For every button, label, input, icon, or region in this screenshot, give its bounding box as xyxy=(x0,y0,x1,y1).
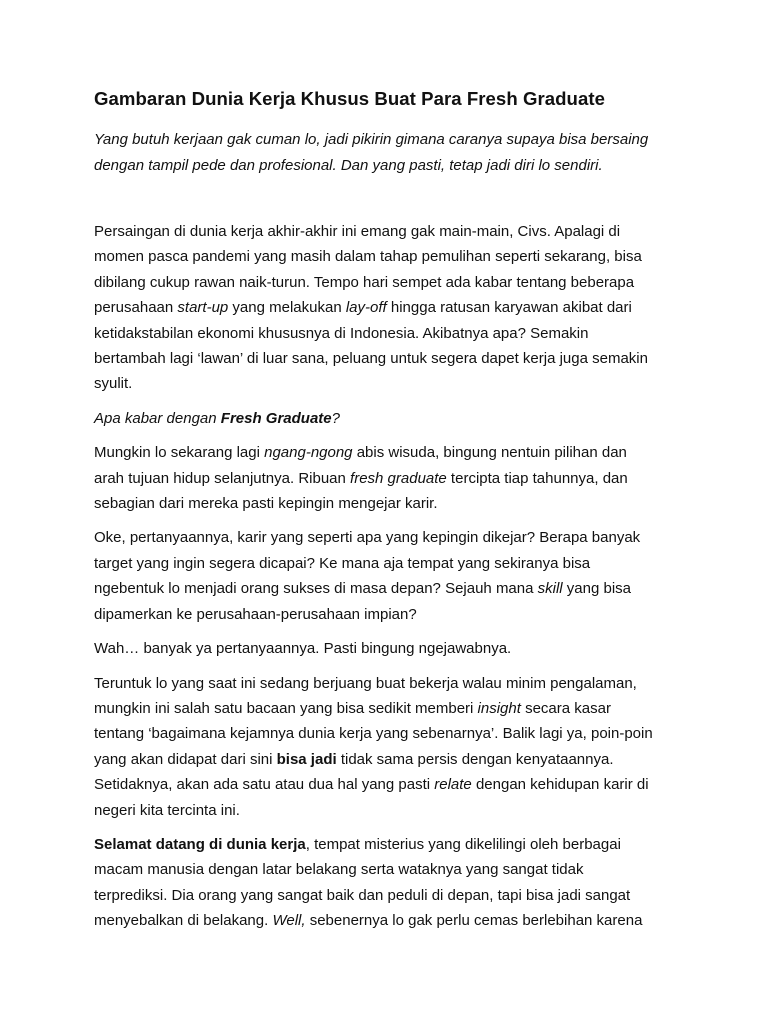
italic-term: Well, xyxy=(272,912,306,930)
italic-term: skill xyxy=(537,580,563,598)
text-span: secara kasar xyxy=(520,699,611,717)
text-span: tidak sama persis dengan kenyataannya. xyxy=(336,750,614,768)
paragraph-3 xyxy=(94,440,674,516)
text-span: yang akan didapat dari sini xyxy=(94,750,277,768)
text-span: perusahaan xyxy=(94,299,178,317)
text-line: macam manusia dengan latar belakang serta wataknya yang sangat tidak xyxy=(94,861,584,879)
text-span: yang bisa xyxy=(562,580,632,598)
text-span: ? xyxy=(331,409,340,427)
text-span: , tempat misterius yang dikelilingi oleh berbagai xyxy=(305,835,621,853)
text-line xyxy=(94,576,674,601)
text-line: Wah… banyak ya pertanyaannya. Pasti bingung ngejawabnya. xyxy=(94,640,512,658)
text-span: ngebentuk lo menjadi orang sukses di masa depan? Sejauh mana xyxy=(94,580,538,598)
bold-term: Fresh Graduate xyxy=(220,409,332,427)
paragraph-5 xyxy=(94,636,674,661)
text-line xyxy=(94,440,674,465)
document-title: Gambaran Dunia Kerja Khusus Buat Para Fresh Graduate xyxy=(94,88,605,109)
text-line xyxy=(94,832,674,857)
subtitle-line: Yang butuh kerjaan gak cuman lo, jadi pikirin gimana caranya supaya bisa bersaing xyxy=(94,131,649,148)
text-span: mungkin ini salah satu bacaan yang bisa sedikit memberi xyxy=(94,699,478,717)
text-line: sebagian dari mereka pasti kepingin mengejar karir. xyxy=(94,495,438,513)
text-line xyxy=(94,696,674,721)
text-line: Teruntuk lo yang saat ini sedang berjuang buat bekerja walau minim pengalaman, xyxy=(94,674,637,692)
text-line xyxy=(94,747,674,772)
text-span: Mungkin lo sekarang lagi xyxy=(94,444,265,462)
bold-term: Selamat datang di dunia kerja xyxy=(94,835,306,853)
text-line: momen pasca pandemi yang masih dalam tahap pemulihan seperti sekarang, bisa xyxy=(94,248,642,266)
text-line: bertambah lagi ‘lawan’ di luar sana, peluang untuk segera dapet kerja juga semakin xyxy=(94,350,648,368)
subtitle-line: dengan tampil pede dan profesional. Dan yang pasti, tetap jadi diri lo sendiri. xyxy=(94,156,603,174)
italic-term: relate xyxy=(434,776,472,794)
document-subtitle xyxy=(94,127,674,178)
paragraph-7 xyxy=(94,832,674,934)
text-span: tercipta tiap tahunnya, dan xyxy=(446,469,628,487)
italic-question xyxy=(94,410,340,427)
italic-term: fresh graduate xyxy=(350,469,447,487)
italic-term: ngang-ngong xyxy=(264,444,353,462)
text-line: tentang ‘bagaimana kejamnya dunia kerja yang sebenarnya’. Balik lagi ya, poin-poin xyxy=(94,725,653,743)
paragraph-6 xyxy=(94,671,674,823)
text-line: target yang ingin segera dicapai? Ke mana aja tempat yang sekiranya bisa xyxy=(94,554,591,572)
document-page xyxy=(94,86,674,943)
text-line xyxy=(94,295,674,320)
text-line: dipamerkan ke perusahaan-perusahaan impian? xyxy=(94,605,417,623)
text-span: Apa kabar dengan xyxy=(94,409,221,427)
text-line: Persaingan di dunia kerja akhir-akhir ini emang gak main-main, Civs. Apalagi di xyxy=(94,223,621,240)
text-span: sebenernya lo gak perlu cemas berlebihan karena xyxy=(305,912,643,930)
text-line: ketidakstabilan ekonomi khususnya di Indonesia. Akibatnya apa? Semakin xyxy=(94,324,589,342)
text-span: Setidaknya, akan ada satu atau dua hal yang pasti xyxy=(94,776,435,794)
text-line xyxy=(94,908,674,933)
paragraph-1 xyxy=(94,219,674,397)
text-line: terprediksi. Dia orang yang sangat baik dan peduli di depan, tapi bisa jadi sangat xyxy=(94,886,631,904)
text-span: hingga ratusan karyawan akibat dari xyxy=(386,299,632,317)
text-line: dibilang cukup rawan naik-turun. Tempo hari sempet ada kabar tentang beberapa xyxy=(94,273,635,291)
text-span: menyebalkan di belakang. xyxy=(94,912,273,930)
text-span: arah tujuan hidup selanjutnya. Ribuan xyxy=(94,469,351,487)
text-line: negeri kita tercinta ini. xyxy=(94,801,240,819)
text-span: dengan kehidupan karir di xyxy=(471,776,649,794)
text-span: abis wisuda, bingung nentuin pilihan dan xyxy=(352,444,627,462)
text-line: Oke, pertanyaannya, karir yang seperti apa yang kepingin dikejar? Berapa banyak xyxy=(94,529,641,547)
text-span: yang melakukan xyxy=(228,299,346,317)
text-line: syulit. xyxy=(94,375,133,393)
paragraph-2 xyxy=(94,406,674,431)
bold-term: bisa jadi xyxy=(276,750,337,768)
paragraph-4 xyxy=(94,525,674,627)
italic-term: start-up xyxy=(177,299,229,317)
text-line xyxy=(94,466,674,491)
italic-term: insight xyxy=(477,699,521,717)
text-line xyxy=(94,772,674,797)
italic-term: lay-off xyxy=(345,299,387,317)
